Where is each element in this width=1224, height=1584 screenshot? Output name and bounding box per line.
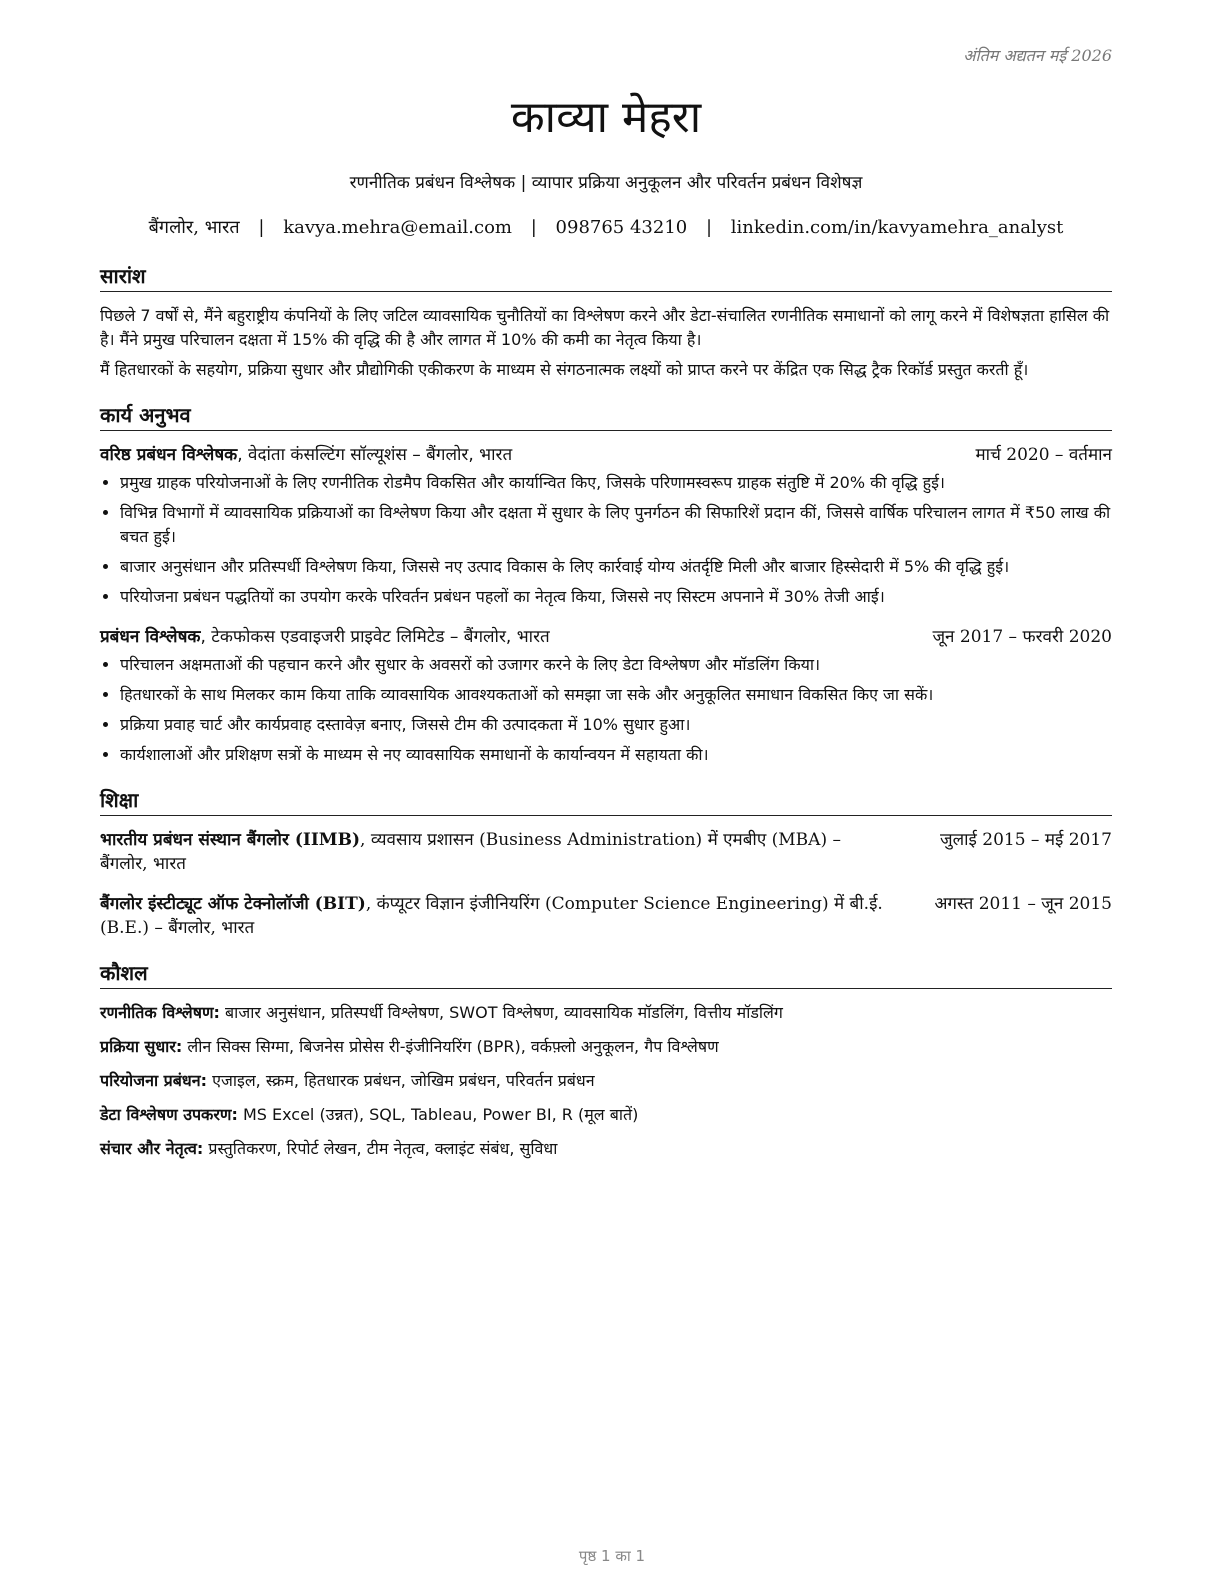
skill-label: प्रक्रिया सुधार: bbox=[100, 1037, 183, 1056]
skill-label: संचार और नेतृत्व: bbox=[100, 1139, 204, 1158]
skill-label: डेटा विश्लेषण उपकरण: bbox=[100, 1105, 238, 1124]
skill-value: बाजार अनुसंधान, प्रतिस्पर्धी विश्लेषण, SWOT विश्लेषण, व्यावसायिक मॉडलिंग, वित्तीय मॉडलिंग bbox=[219, 1003, 783, 1022]
section-heading-experience: कार्य अनुभव bbox=[100, 402, 1112, 431]
contact-separator: | bbox=[258, 217, 265, 238]
contact-separator: | bbox=[530, 217, 537, 238]
skill-row bbox=[100, 1035, 1112, 1059]
skill-row bbox=[100, 1069, 1112, 1093]
education-institution: भारतीय प्रबंधन संस्थान बैंगलोर (IIMB) bbox=[100, 830, 361, 850]
skill-row bbox=[100, 1001, 1112, 1025]
job-bullet: • हितधारकों के साथ मिलकर काम किया ताकि व्यावसायिक आवश्यकताओं को समझा जा सके और अनुकूलित समाधान विकसित किए जा सकें। bbox=[120, 683, 1112, 707]
tagline: रणनीतिक प्रबंधन विश्लेषक | व्यापार प्रक्रिया अनुकूलन और परिवर्तन प्रबंधन विशेषज्ञ bbox=[349, 173, 863, 193]
skill-value: प्रस्तुतिकरण, रिपोर्ट लेखन, टीम नेतृत्व, क्लाइंट संबंध, सुविधा bbox=[203, 1139, 558, 1158]
summary-paragraph: मैं हितधारकों के सहयोग, प्रक्रिया सुधार और प्रौद्योगिकी एकीकरण के माध्यम से संगठनात्मक लक्ष्यों को प्राप्त करने पर केंद्रित एक सिद्ध ट्रैक रिकॉर्ड प्रस्तुत करती हूँ। bbox=[100, 360, 1029, 379]
job-bullet: • परियोजना प्रबंधन पद्धतियों का उपयोग करके परिवर्तन प्रबंधन पहलों का नेतृत्व किया, जिससे नए सिस्टम अपनाने में 30% तेजी आई। bbox=[120, 585, 1112, 609]
page-number-footer: पृष्ठ 1 का 1 bbox=[578, 1547, 646, 1565]
job-bullet: • परिचालन अक्षमताओं की पहचान करने और सुधार के अवसरों को उजागर करने के लिए डेटा विश्लेषण और मॉडलिंग किया। bbox=[120, 653, 1112, 677]
section-heading-skills: कौशल bbox=[100, 960, 1112, 989]
job-entry bbox=[100, 443, 1112, 609]
job-bullet: • विभिन्न विभागों में व्यावसायिक प्रक्रियाओं का विश्लेषण किया और दक्षता में सुधार के लिए पुनर्गठन की सिफारिशें प्रदान कीं, जिससे वार्षिक परिचालन लागत में ₹50 लाख की बचत हुई। bbox=[120, 501, 1112, 549]
education-institution: बैंगलोर इंस्टीट्यूट ऑफ टेक्नोलॉजी (BIT) bbox=[100, 894, 366, 914]
job-header bbox=[100, 443, 1112, 467]
education-entry bbox=[100, 828, 1112, 876]
skill-value: लीन सिक्स सिग्मा, बिजनेस प्रोसेस री-इंजीनियरिंग (BPR), वर्कफ़्लो अनुकूलन, गैप विश्लेषण bbox=[182, 1037, 719, 1056]
education-detail: , व्यवसाय प्रशासन (Business Administration) में एमबीए (MBA) – बैंगलोर, भारत bbox=[100, 830, 841, 874]
job-dates: जून 2017 – फरवरी 2020 bbox=[932, 627, 1112, 647]
contact-linkedin[interactable]: linkedin.com/in/kavyamehra_analyst bbox=[730, 217, 1064, 238]
skill-row bbox=[100, 1137, 1112, 1161]
skill-value: MS Excel (उन्नत), SQL, Tableau, Power BI, R (मूल बातें) bbox=[237, 1105, 639, 1124]
job-bullets bbox=[100, 653, 1112, 767]
summary-paragraph: पिछले 7 वर्षों से, मैंने बहुराष्ट्रीय कंपनियों के लिए जटिल व्यावसायिक चुनौतियों का विश्लेषण करने और डेटा-संचालित रणनीतिक समाधानों को लागू करने में विशेषज्ञता हासिल की है। मैंने प्रमुख परिचालन दक्षता में 15% की वृद्धि की है और लागत में 10% की कमी का नेतृत्व किया है। bbox=[100, 306, 1110, 349]
skill-label: रणनीतिक विश्लेषण: bbox=[100, 1003, 220, 1022]
contact-line bbox=[100, 215, 1112, 239]
skill-label: परियोजना प्रबंधन: bbox=[100, 1071, 208, 1090]
skill-row bbox=[100, 1103, 1112, 1127]
contact-email[interactable]: kavya.mehra@email.com bbox=[283, 217, 512, 238]
contact-separator: | bbox=[705, 217, 713, 238]
candidate-name: काव्या मेहरा bbox=[510, 92, 702, 143]
section-heading-summary: सारांश bbox=[100, 263, 1112, 292]
job-bullet: • प्रमुख ग्राहक परियोजनाओं के लिए रणनीतिक रोडमैप विकसित और कार्यान्वित किए, जिसके परिणामस्वरूप ग्राहक संतुष्टि में 20% की वृद्धि हुई। bbox=[120, 471, 1112, 495]
education-dates: अगस्त 2011 – जून 2015 bbox=[934, 894, 1112, 914]
job-organization: , टेकफोकस एडवाइजरी प्राइवेट लिमिटेड – बैंगलोर, भारत bbox=[200, 627, 550, 647]
job-bullets bbox=[100, 471, 1112, 609]
job-bullet: • प्रक्रिया प्रवाह चार्ट और कार्यप्रवाह दस्तावेज़ बनाए, जिससे टीम की उत्पादकता में 10% सुधार हुआ। bbox=[120, 713, 1112, 737]
job-header bbox=[100, 625, 1112, 649]
education-entry bbox=[100, 892, 1112, 940]
job-bullet: • कार्यशालाओं और प्रशिक्षण सत्रों के माध्यम से नए व्यावसायिक समाधानों के कार्यान्वयन में सहायता की। bbox=[120, 743, 1112, 767]
education-dates: जुलाई 2015 – मई 2017 bbox=[939, 830, 1112, 850]
contact-phone[interactable]: 098765 43210 bbox=[555, 217, 688, 238]
job-dates: मार्च 2020 – वर्तमान bbox=[975, 445, 1112, 465]
job-bullet: • बाजार अनुसंधान और प्रतिस्पर्धी विश्लेषण किया, जिससे नए उत्पाद विकास के लिए कार्रवाई योग्य अंतर्दृष्टि मिली और बाजार हिस्सेदारी में 5% की वृद्धि हुई। bbox=[120, 555, 1112, 579]
education-detail: , कंप्यूटर विज्ञान इंजीनियरिंग (Computer Science Engineering) में बी.ई. (B.E.) – बैंगलोर, भारत bbox=[100, 894, 883, 938]
job-organization: , वेदांता कंसल्टिंग सॉल्यूशंस – बैंगलोर, भारत bbox=[237, 445, 513, 465]
job-entry bbox=[100, 625, 1112, 767]
contact-location: बैंगलोर, भारत bbox=[148, 217, 240, 238]
job-title: प्रबंधन विश्लेषक bbox=[100, 627, 201, 647]
last-updated: अंतिम अद्यतन मई 2026 bbox=[963, 46, 1112, 65]
job-title: वरिष्ठ प्रबंधन विश्लेषक bbox=[100, 445, 238, 465]
section-heading-education: शिक्षा bbox=[100, 787, 1112, 816]
skill-value: एजाइल, स्क्रम, हितधारक प्रबंधन, जोखिम प्रबंधन, परिवर्तन प्रबंधन bbox=[207, 1071, 595, 1090]
